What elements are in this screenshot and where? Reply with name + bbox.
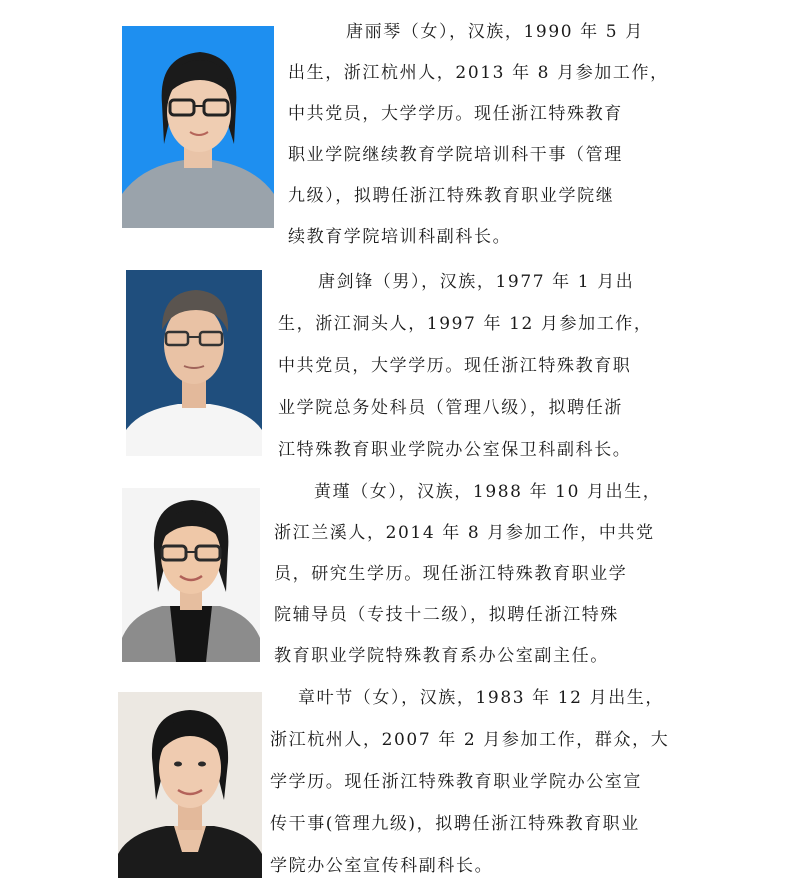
person-4-line-5: 学院办公室宣传科副科长。 [270,856,494,876]
person-photo-icon [126,270,262,456]
person-3-line-2: 浙江兰溪人，2014 年 8 月参加工作，中共党 [274,523,655,543]
person-1-line-1: 唐丽琴（女），汉族，1990 年 5 月 [346,22,644,42]
person-photo-icon [122,26,274,228]
person-2-line-3: 中共党员，大学学历。现任浙江特殊教育职 [278,356,632,376]
person-3-line-3: 员，研究生学历。现任浙江特殊教育职业学 [274,564,628,584]
person-2-line-1: 唐剑锋（男），汉族，1977 年 1 月出 [318,272,635,292]
person-1-line-4: 职业学院继续教育学院培训科干事（管理 [288,145,623,165]
person-2-line-4: 业学院总务处科员（管理八级），拟聘任浙 [278,398,623,418]
person-1-line-3: 中共党员，大学学历。现任浙江特殊教育 [288,104,623,124]
person-3-line-1: 黄瑾（女），汉族，1988 年 10 月出生， [314,482,662,502]
person-1-line-5: 九级），拟聘任浙江特殊教育职业学院继 [288,186,615,206]
person-photo-icon [122,488,260,662]
person-1-line-6: 续教育学院培训科副科长。 [288,227,512,247]
person-3-line-5: 教育职业学院特殊教育系办公室副主任。 [274,646,609,666]
person-3-line-4: 院辅导员（专技十二级），拟聘任浙江特殊 [274,605,619,625]
person-4-line-1: 章叶节（女），汉族，1983 年 12 月出生， [298,688,665,708]
person-4-line-3: 学学历。现任浙江特殊教育职业学院办公室宣 [270,772,642,792]
person-4-line-2: 浙江杭州人，2007 年 2 月参加工作，群众，大 [270,730,670,750]
person-2-line-2: 生，浙江洞头人，1997 年 12 月参加工作， [278,314,653,334]
person-1-line-2: 出生，浙江杭州人，2013 年 8 月参加工作， [288,63,669,83]
person-photo-icon [118,692,262,878]
person-2-line-5: 江特殊教育职业学院办公室保卫科副科长。 [278,440,632,460]
person-4-line-4: 传干事(管理九级)，拟聘任浙江特殊教育职业 [270,814,640,834]
